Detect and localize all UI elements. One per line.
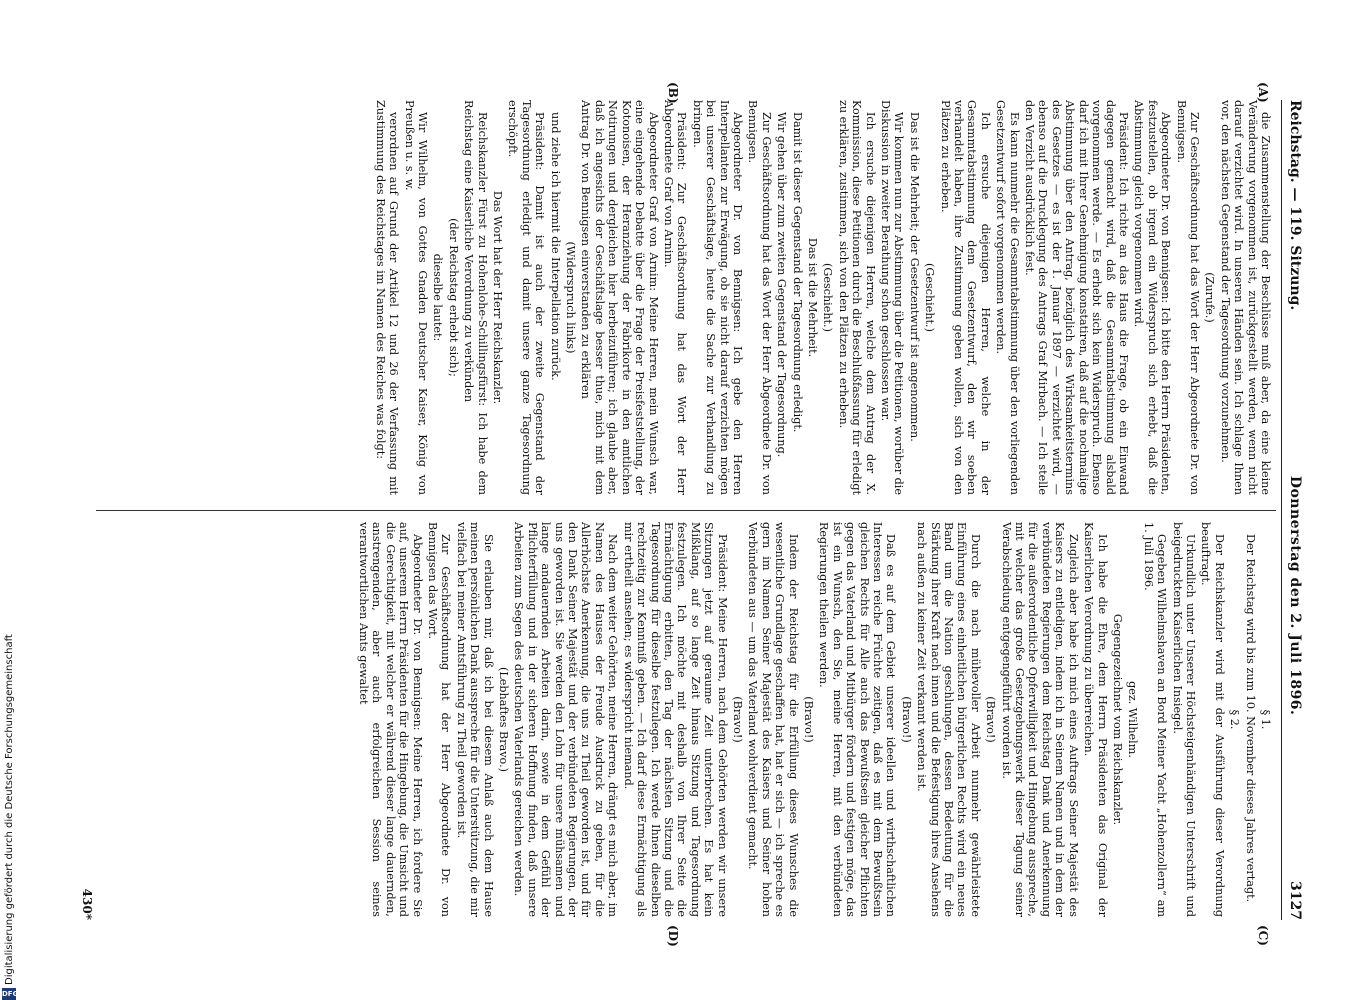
- paragraph: (Geschieht.): [923, 263, 937, 332]
- paragraph: (Geschieht.): [821, 263, 835, 332]
- paragraph: Reichskanzler Fürst zu Hohenlohe-Schillingsfürst: Ich habe dem Reichstag eine Kaiserliche Verordnung zu verkünden: [462, 100, 489, 495]
- paragraph: Abgeordneter Dr. von Bennigsen: Meine Herren, ich fordere Sie auf, unserem Herrn Präsidenten für die Hingebung, die Umsicht und die Gerechtigkeit, mit welcher er während dieser lange dauernden, anstrengenden, aber auch erfolgreichen Session seines verantwortlichen Amts gewaltet: [357, 522, 424, 917]
- folio-mark: 430*: [80, 888, 94, 920]
- paragraph: (der Reichstag erhebt sich);: [446, 218, 460, 377]
- paragraph: (Widerspruch links): [564, 241, 578, 354]
- footer-credit-text: Digitalisierung gefördert durch die Deutsche Forschungsgemeinschaft: [4, 634, 15, 985]
- column-divider: [96, 510, 1276, 511]
- paragraph: Zur Geschäftsordnung hat das Wort der Herr Abgeordnete Dr. von Bennigsen.: [746, 100, 773, 495]
- margin-label-a: (A): [1256, 82, 1270, 103]
- paragraph: § 1.: [1259, 709, 1272, 730]
- paragraph: und ziehe ich hiermit die Interpellation zurück.: [548, 112, 562, 381]
- paragraph: Abgeordneter Dr. von Bennigsen: Ich bitte den Herrn Präsidenten, festzustellen, ob irgend ein Widerspruch sich erhebt, daß die Abstimmung gleich vorgenommen wird.: [1132, 100, 1173, 495]
- paragraph: Das Wort hat der Herr Reichskanzler.: [491, 190, 505, 405]
- paragraph: (Bravo!): [730, 696, 744, 743]
- rotated-page: [20, 0, 1320, 1000]
- paragraph: Der Reichskanzler wird mit der Ausführung dieser Verordnung beauftragt.: [1199, 522, 1226, 917]
- paragraph: Zugleich aber habe ich mich eines Auftrags Seiner Majestät des Kaisers zu entledigen, indem ich in Seinem Namen und in dem der verbündeten Regierungen dem Reichstag Dank und Anerkennung für die außerordentliche Opferwilligkeit und Hingebung ausspreche, mit welcher das große Gesetzgebungswerk dieser Tagung seiner Verabschiedung entgegengeführt worden ist.: [999, 522, 1080, 917]
- paragraph: Sie erlauben mir, daß ich bei diesem Anlaß auch dem Hause meinen persönlichen Dank ausspreche für die Unterstützung, die mir vielfach bei meiner Amtsführung zu Theil geworden ist.: [454, 522, 495, 917]
- paragraph: (Bravo!): [899, 696, 913, 743]
- left-column: [371, 100, 1272, 495]
- paragraph: Zur Geschäftsordnung hat das Wort der Herr Abgeordnete Dr. von Bennigsen.: [1174, 100, 1201, 495]
- paragraph: Zur Geschäftsordnung hat der Herr Abgeordnete Dr. von Bennigsen das Wort.: [426, 522, 453, 917]
- margin-label-d: (D): [666, 925, 680, 947]
- paragraph: Durch die nach mühevoller Arbeit nunmehr gewährleistete Einführung eines einheitlichen bürgerlichen Rechts wird ein neues Band um die Nation geschlungen, dessen Bedeutung für die Stärkung ihrer Kraft nach innen und die Befestigung ihres Ansehens nach außen zu keiner Zeit verkannt werden ist.: [915, 522, 982, 917]
- header-date: Donnerstag den 2. Juli 1896.: [1287, 475, 1303, 716]
- paragraph: Abgeordneter Graf von Arnim: Meine Herren, mein Wunsch war, eine eingehende Debatte über die Frage der Preisfeststellung, der Kotonoisen, der Heranziehung der Fabrikorte in den amtlichen Notirungen und dergleichen hier herbeizuführen; ich glaube aber, daß ich angesichts der Geschäftslage besser thue, mich mit dem Antrag Dr. von Bennigsen einverstanden zu erklären: [579, 100, 660, 495]
- paragraph: Wir Wilhelm, von Gottes Gnaden Deutscher Kaiser, König von Preußen u. s. w.: [402, 100, 430, 495]
- paragraph: Präsident: Meine Herren, nach dem Gehörten werden wir unsere Sitzungen jetzt auf geraume Zeit unterbrechen. Es hat kein Mißklang, auf so lange Zeit hinaus Sitzung und Tagesordnung festzulegen. Ich möchte mit deshalb von Ihrer Seite die Ermächtigung erbitten, den Tag der nächsten Sitzung und die Tagesordnung für dieselbe festzulegen. Ich werde Ihnen dieselben rechtzeitig zur Kenntniß geben. — Ich darf diese Ermächtigung als mir ertheilt ansehen; es widerspricht niemand.: [621, 522, 729, 917]
- page-header: [1281, 100, 1308, 920]
- right-column: [355, 522, 1272, 917]
- paragraph: (Lebhaftes Bravo.): [497, 666, 511, 773]
- paragraph: Wir gehen über zum zweiten Gegenstand der Tagesordnung.: [775, 112, 789, 458]
- paragraph: Präsident: Ich richte an das Haus die Frage, ob ein Einwand dagegen gemacht wird, daß die Gesammtabstimmung alsbald vorgenommen werde. — Es erhebt sich kein Widerspruch. Ebenso darf ich mit Ihrer Genehmigung konstatiren, daß auf die nochmalige Abstimmung über den Antrag, bezüglich des Wirksamkeitstermins des Gesetzes — es ist der 1. Januar 1897 — verzichtet wird, — ebenso auf die Drucklegung des Antrags Graf Mirbach. — Ich stelle den Verzicht ausdrücklich fest.: [1023, 100, 1130, 495]
- margin-label-b: (B): [666, 82, 680, 104]
- scanned-page-wrapper: [20, 0, 1353, 1000]
- paragraph: Urkundlich unter Unserer Höchsteigenhändigen Unterschrift und beigedrucktem Kaiserlichen Insiegel.: [1170, 522, 1197, 917]
- paragraph: Ich habe die Ehre, dem Herrn Präsidenten das Original der Kaiserlichen Verordnung zu überreichen.: [1082, 522, 1109, 917]
- paragraph: die Zusammenstellung der Beschlüsse muß aber, da eine kleine Veränderung vorgenommen ist, zurückgestellt werden, wenn nicht darauf verzichtet wird. In unseren Händen sein. Ich schlage Ihnen vor, den nächsten Gegenstand der Tagesordnung vorzunehmen.: [1218, 100, 1272, 495]
- paragraph: Das ist die Mehrheit.: [806, 237, 819, 358]
- paragraph: Der Reichstag wird bis zum 10. November dieses Jahres vertagt.: [1243, 534, 1257, 903]
- paragraph: (Bravo!): [984, 696, 998, 743]
- paragraph: Ich ersuche diejenigen Herren, welche in der Gesammtabstimmung dem Gesetzentwurf, den wir soeben verhandelt haben, ihre Zustimmung geben wollen, sich von den Plätzen zu erheben.: [938, 100, 992, 495]
- paragraph: Gegeben Wilhelmshaven an Bord Meiner Yacht „Hohenzollern“ am 1. Juli 1896.: [1141, 522, 1169, 917]
- paragraph: § 2.: [1228, 709, 1242, 730]
- paragraph: Gegengezeichnet vom Reichskanzler.: [1110, 613, 1124, 826]
- paragraph: dieselbe lautet:: [431, 253, 445, 342]
- margin-label-c: (C): [1256, 925, 1270, 946]
- paragraph: Präsident: Damit ist auch der zweite Gegenstand der Tagesordnung erledigt und damit unsere ganze Tagesordnung erschöpft.: [506, 100, 547, 495]
- header-left: Reichstag. — 119. Sitzung.: [1287, 100, 1303, 311]
- paragraph: gez. Wilhelm.: [1126, 681, 1140, 758]
- paragraph: Es kann nunmehr die Gesammtabstimmung über den vorliegenden Gesetzentwurf sofort vorgenommen werden.: [994, 100, 1021, 495]
- paragraph: Präsident: Zur Geschäftsordnung hat das Wort der Herr Abgeordnete Graf von Arnim.: [661, 100, 689, 495]
- paragraph: Das ist die Mehrheit; der Gesetzentwurf ist angenommen.: [907, 112, 921, 442]
- paragraph: Damit ist dieser Gegenstand der Tagesordnung erledigt.: [790, 112, 804, 433]
- paragraph: Wir kommen nun zur Abstimmung über die Petitionen, worüber die Diskussion in zweiter Berathung schon geschlossen war.: [879, 100, 906, 495]
- paragraph: (Zurufe.): [1203, 272, 1217, 323]
- paragraph: verordnen auf Grund der Artikel 12 und 26 der Verfassung mit Zustimmung des Reichstages im Namen des Reiches was folgt:: [373, 100, 401, 495]
- newspaper-page: [20, 0, 1320, 1000]
- paragraph: Nach dem weiter Gehörten, meine Herren, drängt es mich aber, im Namen des Hauses der Freude Ausdruck zu geben, für die Allerhöchste Anerkennung, die uns zu Theil geworden ist, und für den Dank Seiner Majestät und der verbündeten Regierungen, der uns geworden ist. Sie werden den Lohn für unsere mühsamen und lange andauernden Arbeiten darin, sowie in dem Gefühl der Pflichterfüllung und in der sicheren Hoffnung finden, daß unsere Arbeiten zum Segen des deutschen Vaterlands gereichen werden.: [512, 522, 620, 917]
- paragraph: Ich ersuche diejenigen Herren, welche dem Antrag der X. Kommission, diese Petitionen durch die Beschlußfassung für erledigt zu erklären, zustimmen, sich von den Plätzen zu erheben.: [836, 100, 877, 495]
- page-number: 3127: [1287, 881, 1303, 920]
- paragraph: (Bravo!): [802, 696, 815, 743]
- paragraph: Daß es auf dem Gebiet unserer ideellen und wirthschaftlichen Interessen reiche Früchte zeitigen, daß es mit dem Bewußtsein gleichen Rechts für Alle auch das Bewußtsein gleicher Pflichten gegen das Vaterland und Mitbürger fördern und festigen möge, das ist ein Wunsch, den Sie, meine Herren, mit den verbündeten Regierungen theilen werden.: [817, 522, 898, 917]
- dfg-logo: DFG: [2, 990, 19, 998]
- dfg-credit: [2, 600, 18, 1000]
- paragraph: Indem der Reichstag für die Erfüllung dieses Wunsches die wesentliche Grundlage geschaffen hat, hat er sich — ich spreche es gern im Namen Seiner Majestät des Kaisers und Seiner hohen Verbündeten aus — um das Vaterland wohlverdient gemacht.: [746, 522, 800, 917]
- paragraph: Abgeordneter Dr. von Bennigsen: Ich gebe den Herren Interpellanten zur Erwägung, ob sie nicht darauf verzichten mögen bei unserer Geschäftslage, heute die Sache zur Verhandlung zu bringen.: [690, 100, 744, 495]
